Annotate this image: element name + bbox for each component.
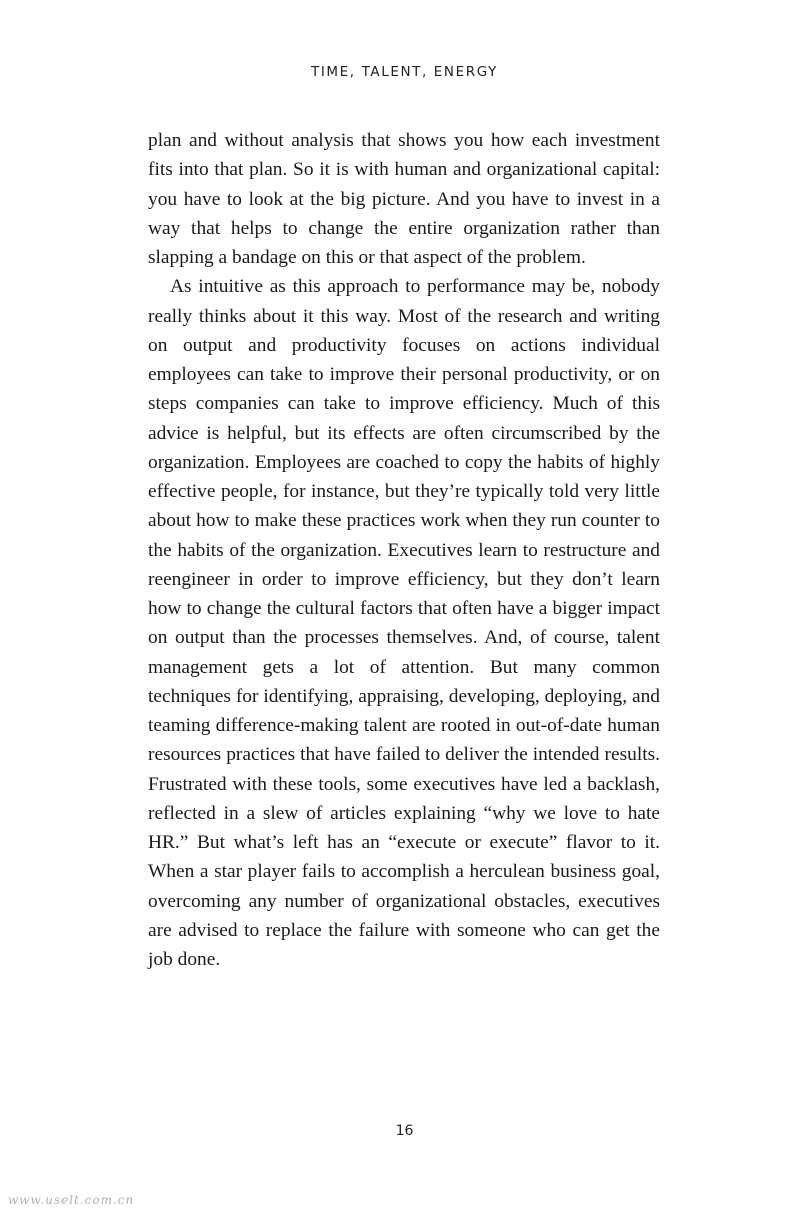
paragraph: As intuitive as this approach to performance may be, nobody really thinks about it this way. Most of the research and writing on output and productivity focuses on actions individual employees can take to improve their personal productivity, or on steps companies can take to improve efficiency. Much of this advice is helpful, but its effects are often circumscribed by the organization. Employees are coached to copy the habits of highly effective people, for instance, but they’re typically told very little about how to make these practices work when they run counter to the habits of the organization. Executives learn to restructure and reengineer in order to improve efficiency, but they don’t learn how to change the cultural factors that often have a bigger impact on output than the processes themselves. And, of course, talent management gets a lot of attention. But many common techniques for identifying, appraising, developing, deploying, and teaming difference-making talent are rooted in out-of-date human resources practices that have failed to deliver the intended results. Frustrated with these tools, some executives have led a backlash, reflected in a slew of articles explaining “why we love to hate HR.” But what’s left has an “execute or execute” flavor to it. When a star player fails to accomplish a herculean business goal, overcoming any number of organizational obstacles, executives are advised to replace the failure with someone who can get the job done. [148,276,660,970]
running-head: TIME, TALENT, ENERGY [311,64,498,80]
paragraph: plan and without analysis that shows you how each investment fits into that plan. So it is with human and organizational capital: you have to look at the big picture. And you have to invest in a way that helps to change the entire organization rather than slapping a bandage on this or that aspect of the problem. [148,130,660,268]
page-number: 16 [395,1123,414,1139]
watermark: www.uselt.com.cn [8,1193,135,1207]
body-text [148,126,660,974]
